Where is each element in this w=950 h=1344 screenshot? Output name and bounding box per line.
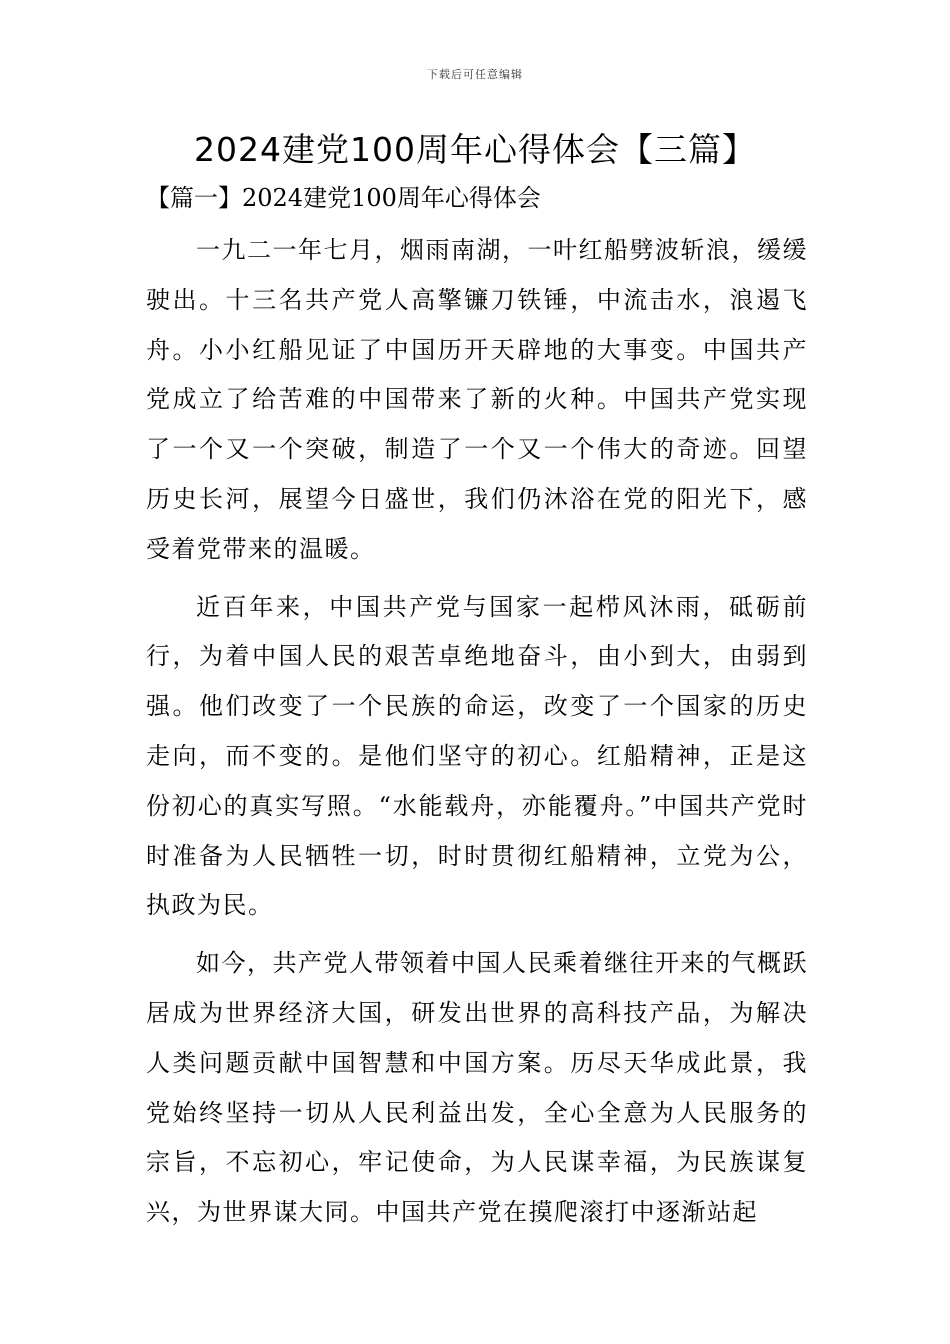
paragraph: 一九二一年七月，烟雨南湖，一叶红船劈波斩浪，缓缓驶出。十三名共产党人高擎镰刀铁锤，中流击水，浪遏飞舟。小小红船见证了中国历开天辟地的大事变。中国共产党成立了给苦难的中国带来了新的火种。中国共产党实现了一个又一个突破，制造了一个又一个伟大的奇迹。回望历史长河，展望今日盛世，我们仍沐浴在党的阳光下，感受着党带来的温暖。 — [146, 236, 808, 563]
paragraph: 如今，共产党人带领着中国人民乘着继往开来的气概跃居成为世界经济大国，研发出世界的高科技产品，为解决人类问题贡献中国智慧和中国方案。历尽天华成此景，我党始终坚持一切从人民利益出发，全心全意为人民服务的宗旨，不忘初心，牢记使命，为人民谋幸福，为民族谋复兴，为世界谋大同。中国共产党在摸爬滚打中逐渐站起 — [146, 949, 808, 1227]
document-title: 2024建党100周年心得体会【三篇】 — [194, 130, 756, 169]
header-note: 下载后可任意编辑 — [427, 68, 523, 81]
body-text — [146, 226, 808, 1246]
paragraph: 近百年来，中国共产党与国家一起栉风沐雨，砥砺前行，为着中国人民的艰苦卓绝地奋斗，由小到大，由弱到强。他们改变了一个民族的命运，改变了一个国家的历史走向，而不变的。是他们坚守的初心。红船精神，正是这份初心的真实写照。“水能载舟，亦能覆舟。”中国共产党时时准备为人民牺牲一切，时时贯彻红船精神，立党为公，执政为民。 — [146, 592, 808, 920]
section-heading: 【篇一】2024建党100周年心得体会 — [146, 184, 541, 212]
